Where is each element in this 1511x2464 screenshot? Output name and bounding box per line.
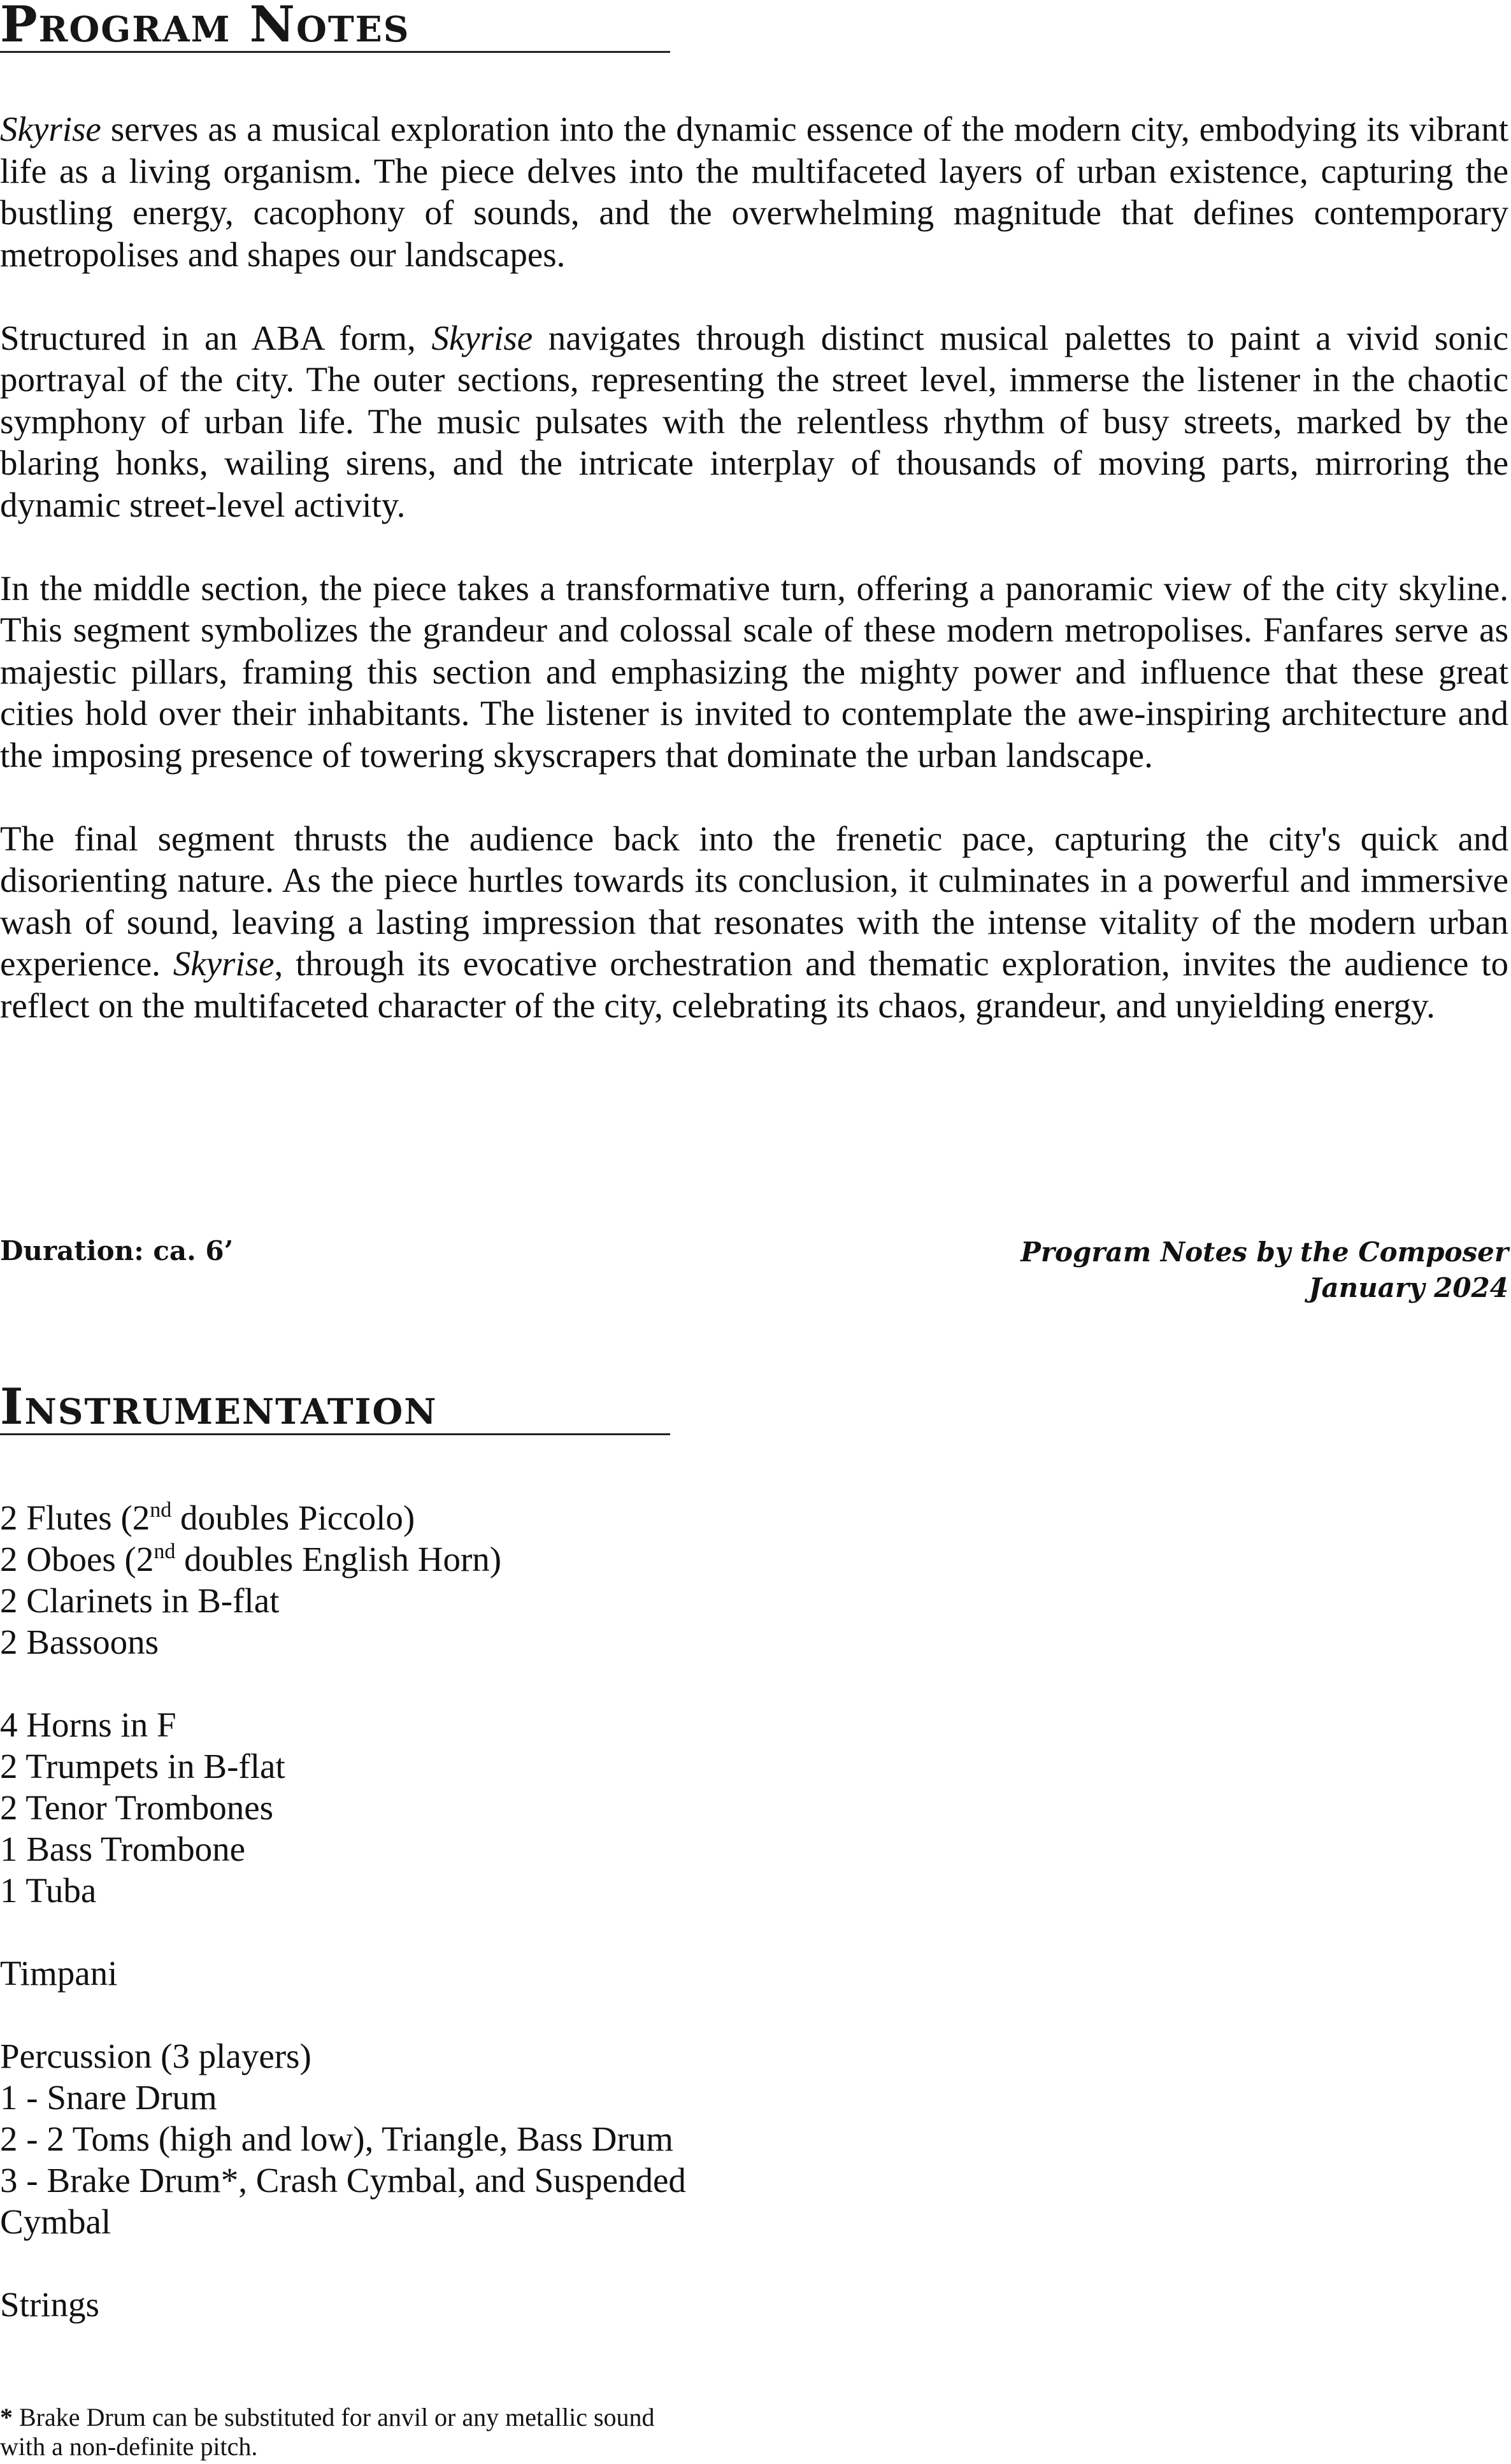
woodwinds-group — [0, 1497, 828, 1663]
percussion-header: Percussion (3 players) — [0, 2037, 312, 2075]
paragraph-4-lead: The final segment thrusts the audience back into the frenetic pace, capturing the city's quick and disorienting nature. As the piece hurtles towards its conclusion, it culminates in a powerful and immersive wash of sound, leaving a lasting impression that resonates with the intense vitality of the modern urban experience. — [0, 819, 1508, 983]
piece-title: Skyrise — [431, 318, 533, 357]
program-notes-heading: Program Notes — [0, 0, 670, 53]
piece-title: Skyrise — [173, 944, 275, 983]
paragraph-2-text: navigates through distinct musical palettes to paint a vivid sonic portrayal of the city. The outer sections, representing the street level, immerse the listener in the chaotic symphony of urban life. The music pulsates with the relentless rhythm of busy streets, marked by the blaring honks, wailing sirens, and the intricate interplay of thousands of moving parts, mirroring the dynamic street-level activity. — [0, 318, 1509, 524]
footnote-text: Brake Drum can be substituted for anvil or any metallic sound with a non-definite pitch. — [0, 2403, 655, 2461]
instrumentation-list — [0, 1497, 828, 2325]
strings-group — [0, 2284, 828, 2325]
program-notes-paragraph-1 — [0, 108, 1508, 275]
ordinal-suffix: nd — [150, 1498, 172, 1522]
instrument-flutes — [0, 1497, 828, 1538]
flutes-text: 2 Flutes (2 — [0, 1498, 150, 1537]
instrument-trumpets: 2 Trumpets in B-flat — [0, 1747, 285, 1786]
brass-group — [0, 1704, 828, 1911]
percussion-player-3: 3 - Brake Drum*, Crash Cymbal, and Suspended Cymbal — [0, 2161, 686, 2241]
program-notes-paragraph-3: In the middle section, the piece takes a transformative turn, offering a panoramic view of the city skyline. This segment symbolizes the grandeur and colossal scale of these modern metropolises. Fanfares serve as majestic pillars, framing this section and emphasizing the mighty power and influence that these great cities hold over their inhabitants. The listener is invited to contemplate the awe-inspiring architecture and the imposing presence of towering skyscrapers that dominate the urban landscape. — [0, 568, 1508, 775]
instrument-horns: 4 Horns in F — [0, 1705, 176, 1744]
paragraph-4-text: , through its evocative orchestration and thematic exploration, invites the audience to reflect on the multifaceted character of the city, celebrating its chaos, grandeur, and unyielding energy. — [0, 944, 1508, 1025]
instrument-oboes — [0, 1538, 828, 1580]
duration-label: Duration: ca. 6’ — [0, 1235, 234, 1266]
percussion-player-2: 2 - 2 Toms (high and low), Triangle, Bass Drum — [0, 2119, 673, 2158]
footnote-asterisk: * — [0, 2403, 13, 2432]
instrument-strings: Strings — [0, 2285, 99, 2324]
piece-title: Skyrise — [0, 110, 101, 148]
credit-date: January 2024 — [1308, 1272, 1508, 1303]
program-notes-body — [0, 108, 1508, 1026]
instrument-timpani: Timpani — [0, 1954, 118, 1993]
brake-drum-footnote — [0, 2403, 701, 2461]
flutes-doubling: doubles Piccolo) — [171, 1498, 415, 1537]
program-notes-credit — [1020, 1235, 1508, 1306]
instrumentation-heading: Instrumentation — [0, 1382, 670, 1435]
timpani-group — [0, 1952, 828, 1994]
instrument-bassoons: 2 Bassoons — [0, 1622, 159, 1661]
oboes-doubling: doubles English Horn) — [175, 1540, 502, 1579]
instrument-clarinets: 2 Clarinets in B-flat — [0, 1581, 280, 1620]
ordinal-suffix: nd — [154, 1540, 176, 1563]
paragraph-1-text: serves as a musical exploration into the dynamic essence of the modern city, embodying its vibrant life as a living organism. The piece delves into the multifaceted layers of urban existence, capturing the bustling energy, cacophony of sounds, and the overwhelming magnitude that defines contemporary metropolises and shapes our landscapes. — [0, 110, 1508, 274]
program-notes-paragraph-4 — [0, 818, 1508, 1027]
credit-author: Program Notes by the Composer — [1020, 1236, 1508, 1268]
instrument-tuba: 1 Tuba — [0, 1871, 97, 1910]
program-notes-paragraph-2 — [0, 317, 1508, 526]
instrument-bass-trombone: 1 Bass Trombone — [0, 1830, 246, 1868]
instrument-tenor-trombones: 2 Tenor Trombones — [0, 1788, 274, 1827]
paragraph-2-lead: Structured in an ABA form, — [0, 318, 432, 357]
percussion-player-1: 1 - Snare Drum — [0, 2078, 217, 2117]
oboes-text: 2 Oboes (2 — [0, 1540, 154, 1579]
percussion-group — [0, 2035, 828, 2242]
